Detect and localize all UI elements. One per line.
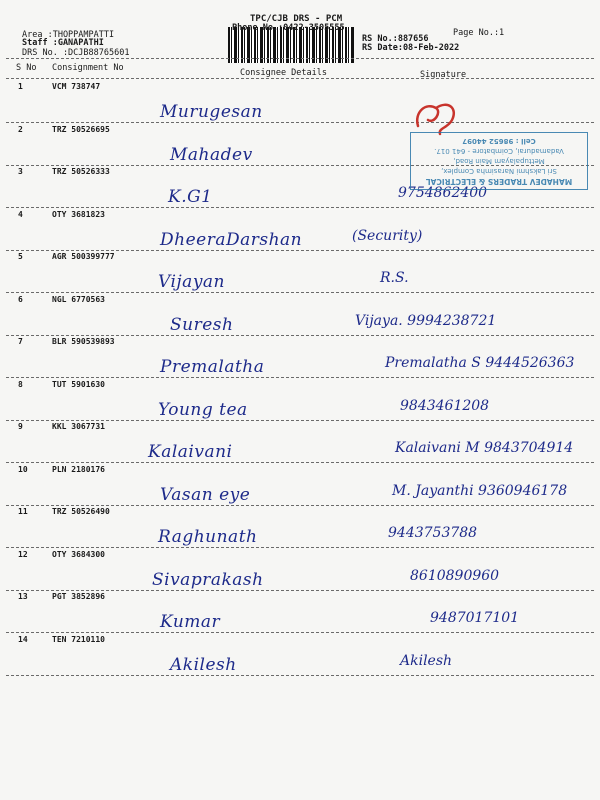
row-signature: Vijaya. 9994238721 (355, 312, 497, 329)
row-consignment-number: OTY 3684300 (52, 549, 105, 559)
col-sno: S No (16, 63, 37, 73)
row-serial-number: 4 (18, 209, 23, 219)
row-consignment-number: PLN 2180176 (52, 464, 105, 474)
row-consignee-name: Suresh (170, 314, 234, 335)
phone-number: Phone No.:0422-3505555 (232, 23, 345, 33)
row-serial-number: 1 (18, 82, 23, 91)
row-consignment-number: TRZ 50526695 (52, 124, 110, 134)
row-consignee-name: Young tea (158, 399, 248, 420)
row-consignee-name: DheeraDarshan (160, 229, 303, 250)
rs-date: RS Date:08-Feb-2022 (362, 43, 460, 53)
document-title: TPC/CJB DRS - PCM (250, 14, 343, 24)
row-divider (6, 335, 594, 336)
row-consignment-number: TRZ 50526490 (52, 507, 110, 516)
row-divider (6, 505, 594, 506)
drs-number: DRS No. :DCJB88765601 (22, 48, 130, 58)
company-stamp (410, 95, 588, 190)
page-number: Page No.:1 (453, 28, 505, 38)
row-consignment-number: TUT 5901630 (52, 379, 105, 389)
row-signature: 9443753788 (388, 525, 478, 541)
row-consignment-number: TEN 7210110 (52, 634, 105, 644)
row-signature: (Security) (352, 227, 423, 244)
row-serial-number: 10 (18, 464, 28, 474)
row-divider (6, 250, 594, 251)
rs-number: RS No.:887656 (362, 34, 429, 44)
col-consignment: Consignment No (52, 63, 124, 73)
row-serial-number: 14 (18, 634, 28, 644)
row-consignee-name: K.G1 (168, 187, 213, 207)
header-divider-bottom (6, 78, 594, 79)
row-consignee-name: Murugesan (160, 102, 263, 122)
row-consignment-number: BLR 590539893 (52, 337, 115, 346)
row-consignment-number: AGR 500399777 (52, 252, 115, 261)
row-consignee-name: Vijayan (158, 272, 226, 292)
row-divider (6, 547, 594, 548)
row-serial-number: 6 (18, 294, 23, 304)
row-divider (6, 377, 594, 378)
row-signature: Kalaivani M 9843704914 (395, 440, 574, 456)
row-signature: 8610890960 (410, 567, 500, 584)
staff-label: Staff :GANAPATHI (22, 38, 104, 48)
row-signature: R.S. (380, 270, 409, 286)
row-signature: Premalatha S 9444526363 (385, 355, 575, 371)
row-serial-number: 13 (18, 592, 28, 601)
row-consignment-number: KKL 3067731 (52, 422, 105, 431)
row-serial-number: 8 (18, 379, 23, 389)
stamp-line-1: MAHADEV TRADERS & ELECTRICAL (425, 177, 573, 186)
stamp-line-2: Sri Lakshmi Narasimha Complex, (441, 167, 557, 175)
row-serial-number: 5 (18, 252, 23, 261)
row-signature: 9843461208 (400, 397, 490, 414)
header-divider-top (6, 58, 594, 59)
row-consignment-number: OTY 3681823 (52, 209, 105, 219)
col-consignee: Consignee Details (240, 68, 327, 78)
row-consignee-name: Akilesh (170, 654, 237, 675)
row-serial-number: 7 (18, 337, 23, 346)
stamp-line-3: Mettupalayam Main Road, (453, 157, 545, 165)
row-consignee-name: Raghunath (158, 527, 258, 547)
stamp-line-5: Cell : 98652 44097 (462, 137, 536, 145)
row-signature: 9487017101 (430, 610, 520, 626)
row-signature: Akilesh (400, 652, 453, 669)
row-signature: M. Jayanthi 9360946178 (392, 482, 568, 499)
row-consignee-name: Vasan eye (160, 484, 251, 505)
row-consignment-number: VCM 738747 (52, 82, 101, 91)
row-divider (6, 675, 594, 676)
row-divider (6, 632, 594, 633)
row-serial-number: 2 (18, 124, 23, 134)
stamp-line-4: Vadamadurai, Coimbatore - 641 017. (434, 147, 564, 155)
row-consignee-name: Kumar (160, 612, 221, 632)
row-consignee-name: Mahadev (170, 144, 253, 165)
row-consignee-name: Sivaprakash (152, 569, 264, 590)
row-divider (6, 590, 594, 591)
row-signature: 9754862400 (398, 185, 488, 201)
row-serial-number: 11 (18, 507, 28, 516)
row-divider (6, 292, 594, 293)
area-label: Area :THOPPAMPATTI (22, 30, 115, 40)
row-divider (6, 207, 594, 208)
row-consignment-number: NGL 6770563 (52, 294, 105, 304)
row-divider (6, 420, 594, 421)
row-consignee-name: Kalaivani (148, 442, 233, 462)
row-consignment-number: TRZ 50526333 (52, 167, 110, 176)
row-serial-number: 3 (18, 167, 23, 176)
row-consignee-name: Premalatha (160, 357, 265, 377)
col-signature: Signature (420, 70, 467, 80)
row-serial-number: 12 (18, 549, 28, 559)
row-serial-number: 9 (18, 422, 23, 431)
row-consignment-number: PGT 3852896 (52, 592, 105, 601)
row-divider (6, 462, 594, 463)
